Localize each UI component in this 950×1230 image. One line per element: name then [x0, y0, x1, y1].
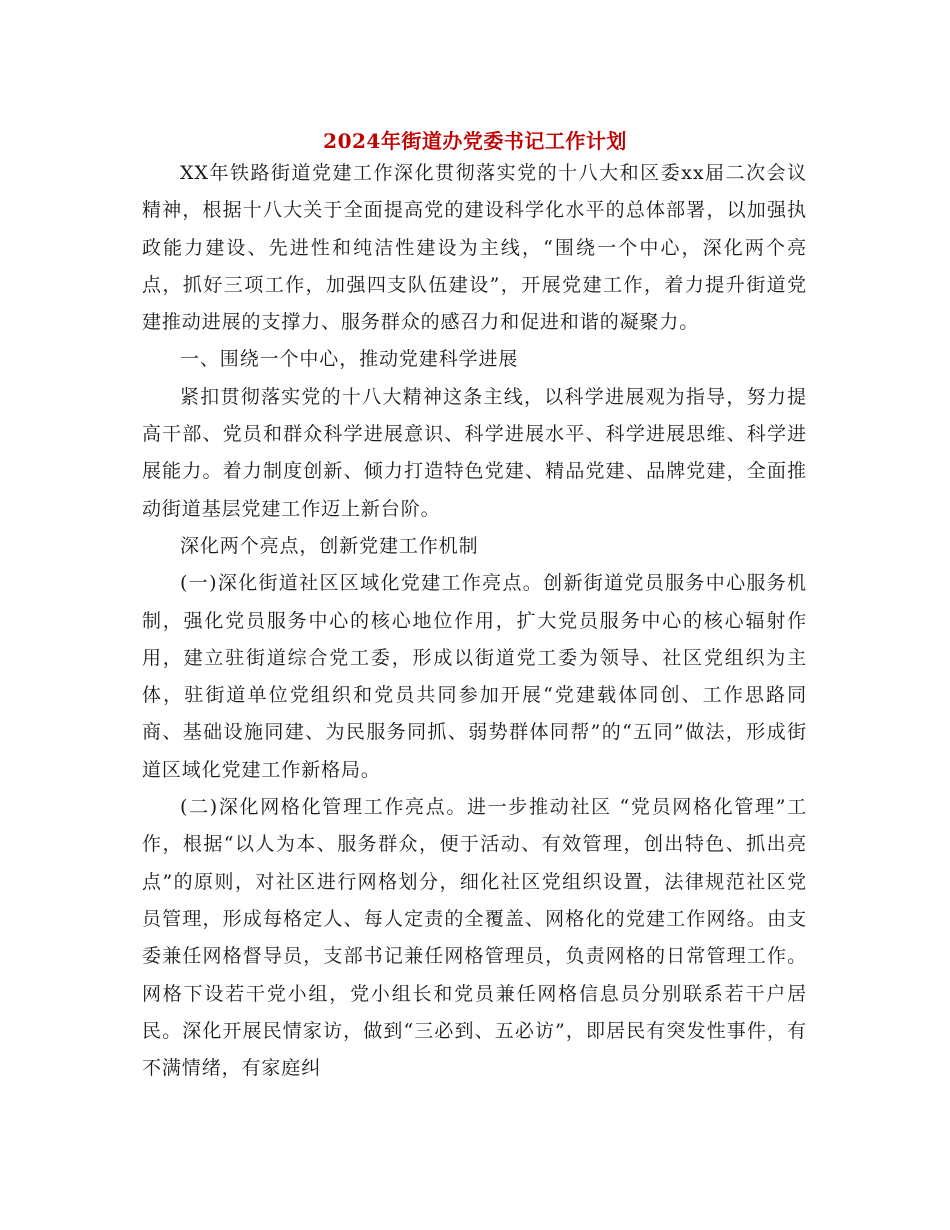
paragraph-section-1: 紧扣贯彻落实党的十八大精神这条主线，以科学进展观为指导，努力提高干部、党员和群众科学进展意识、科学进展水平、科学进展思维、科学进展能力。着力制度创新、倾力打造特色党建、精品党建、品牌党建，全面推动街道基层党建工作迈上新台阶。 [142, 385, 807, 520]
document-title: 2024年街道办党委书记工作计划 [323, 129, 627, 154]
document-body [142, 155, 807, 1087]
section-heading-2: 深化两个亮点，创新党建工作机制 [180, 534, 479, 557]
paragraph-intro: XX年铁路街道党建工作深化贯彻落实党的十八大和区委xx届二次会议精神，根据十八大关于全面提高党的建设科学化水平的总体部署，以加强执政能力建设、先进性和纯洁性建设为主线，“围绕一个中心，深化两个亮点，抓好三项工作，加强四支队伍建设”，开展党建工作，着力提升街道党建推动进展的支撑力、服务群众的感召力和促进和谐的凝聚力。 [142, 162, 807, 334]
paragraph-item-2: (二)深化网格化管理工作亮点。进一步推动社区 “党员网格化管理”工作，根据“以人为本、服务群众，便于活动、有效管理，创出特色、抓出亮点”的原则，对社区进行网格划分，细化社区党组织设置，法律规范社区党员管理，形成每格定人、每人定责的全覆盖、网格化的党建工作网络。由支委兼任网格督导员，支部书记兼任网格管理员，负责网格的日常管理工作。网格下设若干党小组，党小组长和党员兼任网格信息员分别联系若干户居民。深化开展民情家访，做到“三必到、五必访”，即居民有突发性事件，有不满情绪，有家庭纠 [142, 796, 807, 1080]
section-heading-1: 一、围绕一个中心，推动党建科学进展 [180, 348, 519, 371]
paragraph-item-1: (一)深化街道社区区域化党建工作亮点。创新街道党员服务中心服务机制，强化党员服务中心的核心地位作用，扩大党员服务中心的核心辐射作用，建立驻街道综合党工委，形成以街道党工委为领导、社区党组织为主体，驻街道单位党组织和党员共同参加开展“党建载体同创、工作思路同商、基础设施同建、为民服务同抓、弱势群体同帮”的“五同”做法，形成街道区域化党建工作新格局。 [142, 572, 807, 781]
